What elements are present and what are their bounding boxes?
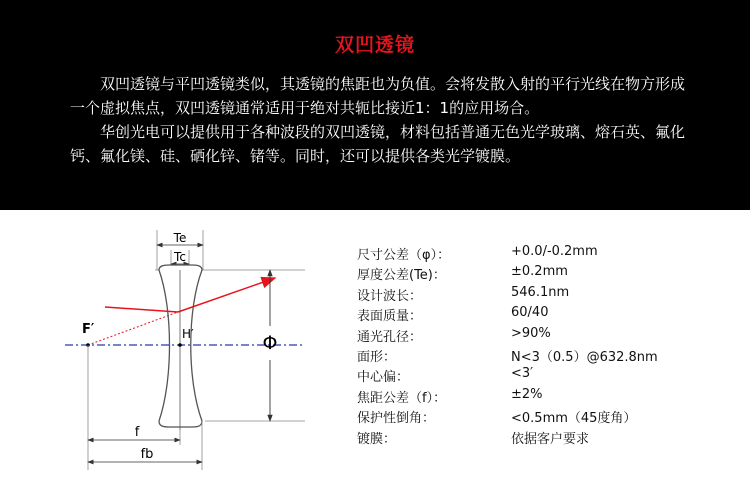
spec-key: 面形： [357,349,397,365]
spec-value: N<3（0.5）@632.8nm [511,349,658,365]
spec-key: 表面质量： [357,309,423,325]
spec-value: ±0.2mm [511,264,568,280]
intro-paragraph: 双凹透镜与平凹透镜类似，其透镜的焦距也为负值。会将发散入射的平行光线在物方形成一个虚拟焦点，双凹透镜通常适用于绝对共轭比接近1：1的应用场合。 [70,75,686,117]
spec-value: 546.1nm [511,284,570,300]
te-label: Te [173,231,187,245]
lens-diagram [65,230,345,480]
content-area [0,210,750,484]
spec-value: +0.0/-0.2mm [511,244,598,259]
spec-key: 焦距公差（f）： [357,390,447,406]
tc-label: Tc [174,250,186,264]
spec-value: >90% [511,325,551,341]
spec-value: <3′ [511,366,534,382]
principal-point-label: H′ [182,327,194,341]
spec-key: 保护性倒角： [357,411,436,427]
materials-paragraph: 华创光电可以提供用于各种波段的双凹透镜，材料包括普通无色光学玻璃、熔石英、氟化钙、氟化镁、硅、硒化锌、锗等。同时，还可以提供各类光学镀膜。 [70,123,686,165]
spec-value: 依据客户要求 [511,431,590,447]
header-banner [0,0,750,210]
virtual-ray [88,312,178,345]
f-label: f [134,425,140,440]
principal-point [178,343,182,347]
spec-key: 中心偏： [357,370,410,386]
diameter-label: Φ [262,332,278,354]
spec-key: 尺寸公差（φ）： [357,248,451,263]
spec-value: <0.5mm（45度角） [511,411,637,427]
spec-value: ±2% [511,386,543,402]
page-title: 双凹透镜 [334,34,415,56]
spec-key: 镀膜： [357,431,397,447]
focal-point-label: F′ [82,322,95,337]
spec-key: 厚度公差(Te)： [357,268,446,284]
fb-label: fb [140,447,154,462]
spec-value: 60/40 [511,305,549,321]
spec-key: 设计波长： [357,288,423,304]
spec-key: 通光孔径： [357,329,423,345]
